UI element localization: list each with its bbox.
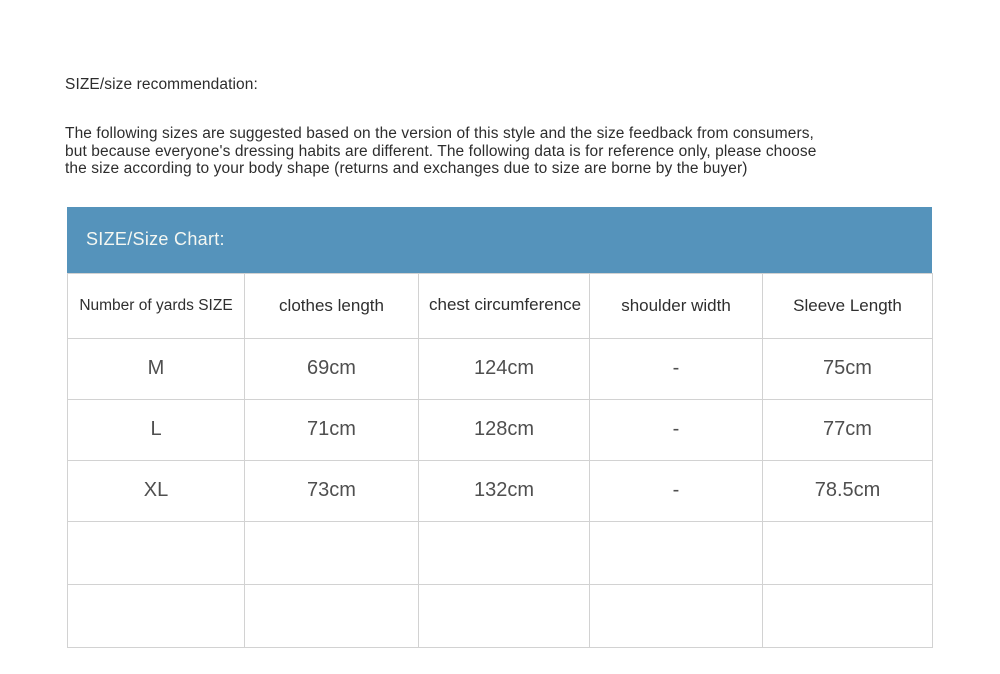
cell-size-xl: XL: [68, 460, 245, 521]
empty-cell: [419, 584, 590, 647]
empty-cell: [590, 521, 763, 584]
cell-xl-chest-circumference: 132cm: [419, 460, 590, 521]
table-header-row: [68, 273, 933, 338]
empty-cell: [419, 521, 590, 584]
page-title: SIZE/size recommendation:: [65, 76, 258, 93]
empty-cell: [68, 584, 245, 647]
cell-xl-clothes-length: 73cm: [245, 460, 419, 521]
header-sleeve-length: Sleeve Length: [763, 273, 933, 338]
intro-line-3: the size according to your body shape (returns and exchanges due to size are borne by the buyer): [65, 160, 748, 177]
cell-size-l: L: [68, 399, 245, 460]
size-chart-banner-title: SIZE/Size Chart:: [86, 229, 225, 249]
cell-l-clothes-length: 71cm: [245, 399, 419, 460]
cell-l-shoulder-width: -: [590, 399, 763, 460]
cell-m-chest-circumference: 124cm: [419, 338, 590, 399]
intro-paragraph: [65, 125, 1000, 178]
cell-l-sleeve-length: 77cm: [763, 399, 933, 460]
table-row-empty-2: [68, 584, 933, 647]
cell-m-sleeve-length: 75cm: [763, 338, 933, 399]
empty-cell: [245, 584, 419, 647]
header-number-of-yards-size: Number of yards SIZE: [68, 273, 245, 338]
header-shoulder-width: shoulder width: [590, 273, 763, 338]
cell-size-m: M: [68, 338, 245, 399]
cell-m-shoulder-width: -: [590, 338, 763, 399]
size-chart-table: [67, 273, 933, 648]
header-chest-circumference: chest circumference: [419, 273, 590, 338]
cell-xl-shoulder-width: -: [590, 460, 763, 521]
table-row-xl: [68, 460, 933, 521]
table-row-empty-1: [68, 521, 933, 584]
empty-cell: [590, 584, 763, 647]
empty-cell: [763, 521, 933, 584]
cell-m-clothes-length: 69cm: [245, 338, 419, 399]
cell-xl-sleeve-length: 78.5cm: [763, 460, 933, 521]
table-row-l: [68, 399, 933, 460]
cell-l-chest-circumference: 128cm: [419, 399, 590, 460]
empty-cell: [68, 521, 245, 584]
table-row-m: [68, 338, 933, 399]
intro-line-2: but because everyone's dressing habits are different. The following data is for reference only, please choose: [65, 142, 817, 160]
empty-cell: [245, 521, 419, 584]
header-clothes-length: clothes length: [245, 273, 419, 338]
intro-line-1: The following sizes are suggested based on the version of this style and the size feedback from consumers,: [65, 125, 814, 142]
empty-cell: [763, 584, 933, 647]
size-chart-banner: [67, 207, 932, 273]
